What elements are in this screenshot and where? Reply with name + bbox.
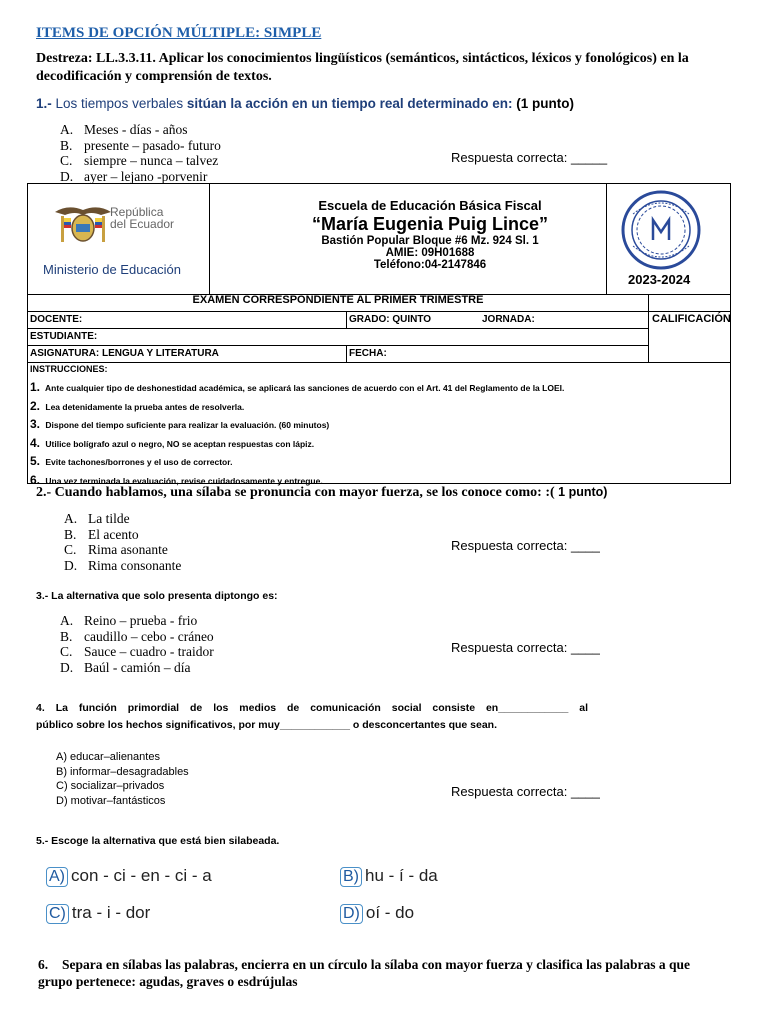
question-1-text-a: Los tiempos verbales	[55, 96, 184, 111]
ecuador-coat-of-arms-icon	[53, 202, 113, 246]
exam-title: EXAMEN CORRESPONDIENTE AL PRIMER TRIMESTRE	[192, 294, 484, 306]
question-2: 2.- Cuando hablamos, una sílaba se pronuncia con mayor fuerza, se los conoce como: :( 1 punto)	[36, 485, 608, 500]
option-row: A. Meses - días - años	[60, 122, 188, 137]
school-year: 2023-2024	[628, 272, 691, 287]
instruction-item: 4. Utilice bolígrafo azul o negro, NO se aceptan respuestas con lápiz.	[30, 435, 315, 450]
docente-label: DOCENTE:	[30, 314, 83, 325]
question-4: 4. La función primordial de los medios de comunicación social consiste en____________ al público sobre los hechos significativos, por muy____________ o desconcertantes que sean.	[36, 702, 588, 731]
school-phone: Teléfono:04-2147846	[373, 259, 487, 271]
question-2-answer: Respuesta correcta: ____	[451, 538, 600, 553]
option-row: A. La tilde	[64, 511, 130, 526]
question-3-options	[60, 613, 214, 675]
instrucciones-label: INSTRUCCIONES:	[30, 364, 108, 374]
option-row: C. siempre – nunca – talvez	[60, 153, 219, 168]
school-amie: AMIE: 09H01688	[385, 247, 475, 259]
option-row: B. caudillo – cebo - cráneo	[60, 628, 214, 644]
option-row: D. Baúl - camión – día	[60, 659, 191, 675]
option-row: B) informar–desagradables	[56, 765, 189, 778]
estudiante-label: ESTUDIANTE:	[30, 331, 98, 342]
asignatura-label: ASIGNATURA: LENGUA Y LITERATURA	[30, 348, 219, 359]
option-row: D. ayer – lejano -porvenir	[60, 168, 208, 184]
question-1-options	[60, 122, 221, 184]
question-3-answer: Respuesta correcta: ____	[451, 640, 600, 655]
syllable-option-a: A) con - ci - en - ci - a	[46, 866, 212, 887]
option-row: D) motivar–fantásticos	[56, 794, 166, 807]
jornada-label: JORNADA:	[482, 314, 535, 325]
instruction-item: 2. Lea detenidamente la prueba antes de resolverla.	[30, 398, 245, 413]
option-row: C. Rima asonante	[64, 542, 168, 557]
option-row: C) socializar–privados	[56, 780, 165, 792]
question-6: 6. Separa en sílabas las palabras, encierra en un círculo la sílaba con mayor fuerza y clasifica las palabras a que grupo pertenece: agudas, graves o esdrújulas	[38, 957, 691, 989]
instruction-item: 3. Dispone del tiempo suficiente para realizar la evaluación. (60 minutos)	[30, 417, 330, 432]
instruction-item: 5. Evite tachones/borrones y el uso de corrector.	[30, 454, 233, 469]
instruction-item: 6. Una vez terminada la evaluación, revise cuidadosamente y entregue.	[30, 472, 323, 487]
syllable-option-c: C) tra - i - dor	[46, 903, 150, 924]
option-row: B. presente – pasado- futuro	[60, 137, 221, 153]
option-row: A) educar–alienantes	[56, 751, 160, 763]
exam-header-box	[27, 183, 731, 487]
question-5: 5.- Escoge la alternativa que está bien silabeada.	[36, 835, 280, 847]
question-1-answer: Respuesta correcta: _____	[451, 150, 608, 165]
syllable-option-b: B) hu - í - da	[340, 866, 438, 887]
ministerio-label: Ministerio de Educación	[43, 262, 182, 277]
school-address: Bastión Popular Bloque #6 Mz. 924 Sl. 1	[321, 235, 539, 247]
instructions-list	[30, 379, 564, 491]
syllable-option-d: D) oí - do	[340, 903, 414, 924]
question-3: 3.- La alternativa que solo presenta diptongo es:	[36, 590, 278, 602]
question-1	[36, 96, 574, 111]
question-2-options	[64, 511, 181, 573]
option-row: A. Reino – prueba - frio	[60, 613, 198, 628]
instruction-item: 1. Ante cualquier tipo de deshonestidad académica, se aplicará las sanciones de acuerdo con el Art. 41 del Reglamento de la LOEI.	[30, 380, 565, 394]
question-1-number: 1.-	[36, 96, 52, 111]
grado-label: GRADO: QUINTO	[349, 314, 432, 325]
option-row: D. Rima consonante	[64, 557, 182, 573]
option-row: B. El acento	[64, 526, 139, 542]
question-1-text-b: sitúan la acción en un tiempo real determinado en:	[186, 96, 513, 111]
school-info	[210, 198, 650, 271]
school-seal-icon	[613, 190, 709, 274]
republica-logo-text: República del Ecuador	[110, 205, 175, 231]
question-1-points: (1 punto)	[516, 96, 574, 111]
question-4-options	[56, 750, 189, 808]
question-4-answer: Respuesta correcta: ____	[451, 784, 600, 799]
school-type: Escuela de Educación Básica Fiscal	[318, 198, 542, 213]
destreza-text: Destreza: LL.3.3.11. Aplicar los conocimientos lingüísticos (semánticos, sintácticos, léxicos y fonológicos) en la decodificación y comprensión de textos.	[36, 51, 689, 84]
option-row: C. Sauce – cuadro - traidor	[60, 644, 214, 659]
section-title: ITEMS DE OPCIÓN MÚLTIPLE: SIMPLE	[36, 25, 322, 41]
fecha-label: FECHA:	[349, 348, 387, 359]
calificacion-label: CALIFICACIÓN	[652, 313, 731, 325]
school-name: “María Eugenia Puig Lince”	[311, 214, 549, 234]
